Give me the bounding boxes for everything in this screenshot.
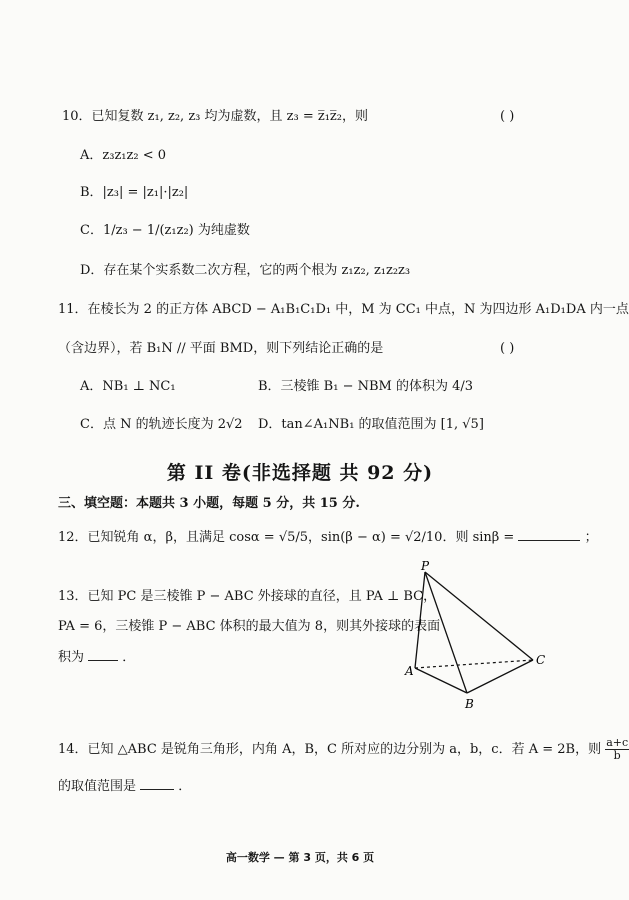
q14-tail: ． [178, 779, 192, 794]
q11-option-d: D．tan∠A₁NB₁ 的取值范围为 [1, √5] [258, 417, 484, 432]
q14-frac-num: a+c [606, 736, 629, 749]
q10-option-c: C．1/z₃ − 1/(z₁z₂) 为纯虚数 [80, 223, 250, 238]
q11-option-b: B．三棱锥 B₁ − NBM 的体积为 4/3 [258, 379, 474, 394]
q10-option-b: B．|z₃| = |z₁|·|z₂| [80, 185, 189, 200]
edge-pc [425, 572, 533, 660]
q11-option-a: A．NB₁ ⊥ NC₁ [80, 379, 176, 394]
edge-pa [415, 572, 425, 668]
q12-tail: ； [584, 530, 598, 545]
edge-ac-hidden [415, 660, 533, 668]
q13-answer-blank[interactable] [88, 648, 118, 661]
q14-stem: 14．已知 △ABC 是锐角三角形，内角 A，B，C 所对应的边分别为 a，b，c．若 A = 2B，则 [58, 742, 602, 757]
q10-answer-paren: ( ) [500, 109, 515, 124]
label-p: P [421, 559, 430, 573]
label-a: A [405, 664, 414, 678]
q13-tail: ． [122, 650, 136, 665]
q14-frac-den: b [613, 749, 621, 762]
label-b: B [465, 697, 474, 711]
pyramid-figure [405, 560, 555, 715]
q14-line2 [58, 777, 191, 796]
label-c: C [536, 653, 546, 667]
section-title: 第 II 卷(非选择题 共 92 分) [166, 462, 434, 484]
page-footer: 高一数学 — 第 3 页，共 6 页 [225, 851, 375, 864]
q12-answer-blank[interactable] [518, 528, 580, 541]
q13-line1: 13．已知 PC 是三棱锥 P − ABC 外接球的直径，且 PA ⊥ BC， [58, 589, 437, 604]
fill-in-instruction: 三、填空题：本题共 3 小题，每题 5 分，共 15 分. [58, 496, 360, 511]
q13-line3-text: 积为 [58, 650, 85, 665]
q10-stem: 10．已知复数 z₁, z₂, z₃ 均为虚数，且 z₃ = z̅₁z̅₂，则 [62, 109, 368, 124]
q12-text [58, 528, 598, 547]
q10-option-a: A．z₃z₁z₂ < 0 [80, 148, 166, 163]
q11-stem-line2: （含边界），若 B₁N // 平面 BMD，则下列结论正确的是 [58, 341, 384, 356]
q12-stem: 12．已知锐角 α，β，且满足 cosα = √5/5，sin(β − α) = √2/10．则 sinβ = [58, 530, 515, 545]
edge-bc [467, 660, 533, 693]
edge-pb [425, 572, 467, 693]
q13-line2: PA = 6，三棱锥 P − ABC 体积的最大值为 8，则其外接球的表面 [58, 619, 441, 634]
q14-answer-blank[interactable] [140, 777, 174, 790]
q14-fraction [605, 737, 629, 762]
q14-line2-text: 的取值范围是 [58, 779, 137, 794]
q11-answer-paren: ( ) [500, 341, 515, 356]
q10-option-d: D．存在某个实系数二次方程，它的两个根为 z₁z₂, z₁z₂z₃ [80, 263, 411, 278]
q11-option-c: C．点 N 的轨迹长度为 2√2 [80, 417, 243, 432]
q11-stem-line1: 11．在棱长为 2 的正方体 ABCD − A₁B₁C₁D₁ 中，M 为 CC₁ 中点，N 为四边形 A₁D₁DA 内一点 [58, 302, 629, 317]
q14-line1 [58, 737, 629, 762]
q13-line3 [58, 648, 135, 667]
